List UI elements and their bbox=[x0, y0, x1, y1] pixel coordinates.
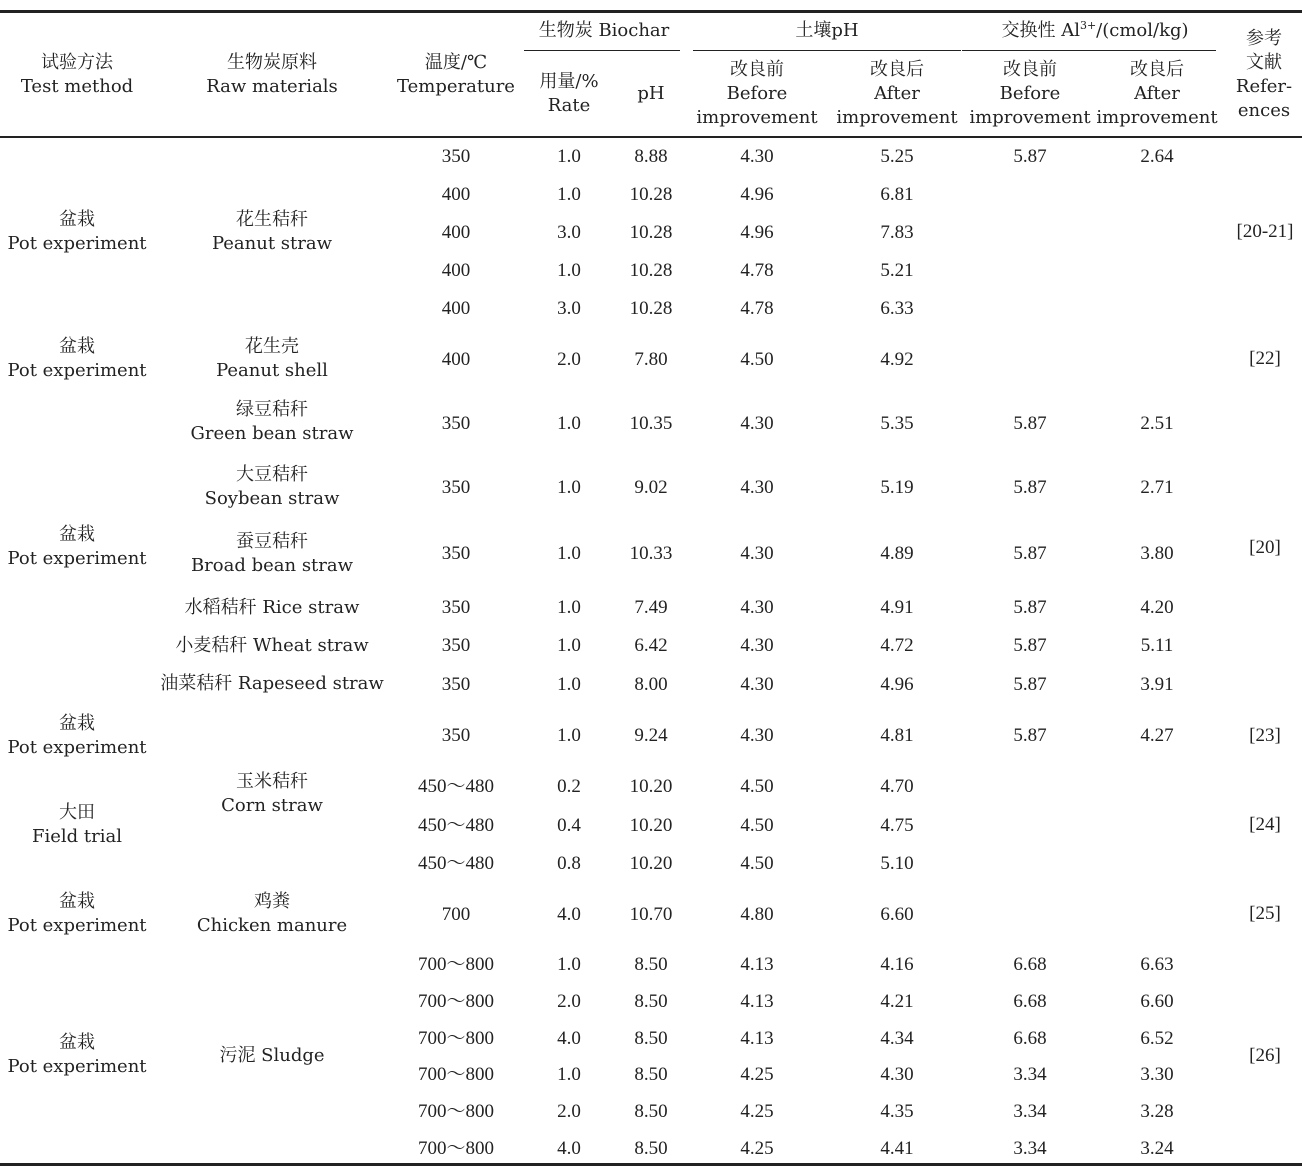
al-before-cell: 5.87 bbox=[1013, 597, 1047, 618]
header-temperature-en: Temperature bbox=[397, 76, 515, 97]
al-after-cell: 6.63 bbox=[1140, 954, 1174, 975]
header-al-prefix: 交换性 Al bbox=[1001, 20, 1080, 41]
soil-ph-before-cell: 4.50 bbox=[740, 349, 774, 370]
header-biochar-group: 生物炭 Biochar bbox=[538, 20, 670, 41]
temperature-cell: 350 bbox=[441, 146, 471, 167]
biochar-ph-cell: 8.50 bbox=[634, 1138, 668, 1159]
header-material bbox=[206, 51, 338, 99]
group-method-zh: 盆栽 bbox=[59, 891, 95, 912]
header-rate-zh: 用量/% bbox=[539, 71, 599, 92]
group-material bbox=[212, 208, 332, 256]
soil-ph-before-cell: 4.13 bbox=[740, 991, 774, 1012]
rate-cell: 3.0 bbox=[557, 298, 581, 319]
group-method-en: Pot experiment bbox=[7, 1056, 147, 1077]
rate-cell: 1.0 bbox=[557, 543, 581, 564]
material-en: Green bean straw bbox=[190, 423, 354, 444]
header-al-after bbox=[1096, 58, 1217, 130]
rate-cell: 0.8 bbox=[557, 853, 581, 874]
al-before-cell: 3.34 bbox=[1013, 1101, 1047, 1122]
group-method bbox=[7, 712, 146, 760]
temperature-cell: 350 bbox=[441, 477, 471, 498]
group-reference: [24] bbox=[1249, 814, 1281, 835]
soil-ph-after-cell: 7.83 bbox=[880, 222, 914, 243]
header-material-en: Raw materials bbox=[206, 76, 338, 97]
material-en: Soybean straw bbox=[204, 488, 340, 509]
soil-ph-after-cell: 4.16 bbox=[880, 954, 914, 975]
soil-ph-after-cell: 4.72 bbox=[880, 635, 914, 656]
soil-ph-group-rule bbox=[693, 50, 961, 51]
group-reference: [20] bbox=[1249, 537, 1281, 558]
soil-ph-after-cell: 4.30 bbox=[880, 1064, 914, 1085]
temperature-cell: 700～800 bbox=[417, 1101, 495, 1122]
group-method-zh: 大田 bbox=[58, 802, 95, 823]
biochar-ph-cell: 8.50 bbox=[634, 954, 668, 975]
group-material-en: Corn straw bbox=[221, 795, 323, 816]
soil-ph-before-cell: 4.30 bbox=[740, 597, 774, 618]
rate-cell: 1.0 bbox=[557, 477, 581, 498]
biochar-ph-cell: 10.28 bbox=[629, 184, 673, 205]
al-before-cell: 5.87 bbox=[1013, 725, 1047, 746]
rate-cell: 0.4 bbox=[557, 815, 581, 836]
header-method-en: Test method bbox=[20, 76, 134, 97]
group-method-en: Pot experiment bbox=[7, 737, 147, 758]
bottom-rule bbox=[0, 1163, 1302, 1166]
group-material-en: Peanut shell bbox=[216, 360, 328, 381]
al-after-cell: 3.30 bbox=[1140, 1064, 1174, 1085]
temperature-cell: 350 bbox=[441, 674, 471, 695]
biochar-ph-cell: 8.50 bbox=[634, 991, 668, 1012]
rate-cell: 4.0 bbox=[557, 904, 581, 925]
soil-ph-after-cell: 6.81 bbox=[880, 184, 914, 205]
header-soil-before-en2: improvement bbox=[696, 107, 818, 128]
group-reference: [22] bbox=[1249, 348, 1281, 369]
temperature-cell: 350 bbox=[441, 413, 471, 434]
biochar-ph-cell: 9.02 bbox=[634, 477, 668, 498]
temperature-cell: 700～800 bbox=[417, 991, 495, 1012]
group-material-zh: 花生秸秆 bbox=[235, 209, 308, 230]
header-soil-after-zh: 改良后 bbox=[869, 59, 924, 80]
group-reference: [23] bbox=[1249, 725, 1281, 746]
al-before-cell: 3.34 bbox=[1013, 1064, 1047, 1085]
group-method bbox=[7, 208, 146, 256]
rate-cell: 1.0 bbox=[557, 146, 581, 167]
header-al-before bbox=[969, 58, 1090, 130]
group-method-en: Pot experiment bbox=[7, 233, 147, 254]
soil-ph-before-cell: 4.80 bbox=[740, 904, 774, 925]
group-method-zh: 盆栽 bbox=[59, 524, 95, 545]
material-label bbox=[191, 530, 353, 578]
temperature-cell: 400 bbox=[441, 184, 471, 205]
soil-ph-after-cell: 4.92 bbox=[880, 349, 914, 370]
header-rule bbox=[0, 136, 1302, 138]
temperature-cell: 400 bbox=[441, 260, 471, 281]
soil-ph-before-cell: 4.96 bbox=[740, 222, 774, 243]
rate-cell: 1.0 bbox=[557, 954, 581, 975]
material-zh: 绿豆秸秆 bbox=[235, 399, 308, 420]
header-temperature bbox=[397, 51, 515, 99]
soil-ph-before-cell: 4.50 bbox=[740, 853, 774, 874]
header-soil-after-en2: improvement bbox=[836, 107, 958, 128]
soil-ph-after-cell: 4.91 bbox=[880, 597, 914, 618]
header-rate bbox=[539, 70, 598, 118]
group-material: 污泥 Sludge bbox=[219, 1045, 325, 1066]
al-after-cell: 4.27 bbox=[1140, 725, 1174, 746]
soil-ph-before-cell: 4.25 bbox=[740, 1138, 774, 1159]
header-ref-en1: Refer- bbox=[1235, 76, 1293, 97]
group-method-en: Pot experiment bbox=[7, 915, 147, 936]
soil-ph-before-cell: 4.50 bbox=[740, 815, 774, 836]
al-after-cell: 2.64 bbox=[1140, 146, 1174, 167]
group-material-zh: 玉米秸秆 bbox=[236, 771, 308, 792]
al-before-cell: 5.87 bbox=[1013, 543, 1047, 564]
group-reference: [26] bbox=[1249, 1045, 1281, 1066]
soil-ph-before-cell: 4.25 bbox=[740, 1101, 774, 1122]
group-method bbox=[7, 890, 146, 938]
soil-ph-before-cell: 4.30 bbox=[740, 635, 774, 656]
rate-cell: 2.0 bbox=[557, 1101, 581, 1122]
al-after-cell: 3.28 bbox=[1140, 1101, 1174, 1122]
biochar-ph-cell: 9.24 bbox=[634, 725, 668, 746]
group-reference: [20-21] bbox=[1236, 221, 1294, 242]
group-method-en: Pot experiment bbox=[7, 360, 147, 381]
group-material-zh: 花生壳 bbox=[244, 336, 299, 357]
soil-ph-after-cell: 4.35 bbox=[880, 1101, 914, 1122]
group-method-en: Field trial bbox=[32, 826, 122, 847]
rate-cell: 4.0 bbox=[557, 1138, 581, 1159]
biochar-ph-cell: 10.33 bbox=[629, 543, 673, 564]
header-soil-before-zh: 改良前 bbox=[729, 59, 784, 80]
al-before-cell: 3.34 bbox=[1013, 1138, 1047, 1159]
material-zh: 蚕豆秸秆 bbox=[236, 531, 308, 552]
material-label: 油菜秸秆 Rapeseed straw bbox=[160, 673, 384, 694]
header-al-after-en: After bbox=[1134, 83, 1180, 104]
soil-ph-after-cell: 4.21 bbox=[880, 991, 914, 1012]
group-material bbox=[221, 770, 323, 818]
rate-cell: 0.2 bbox=[557, 776, 581, 797]
al-after-cell: 2.51 bbox=[1140, 413, 1174, 434]
soil-ph-before-cell: 4.78 bbox=[740, 298, 774, 319]
al-after-cell: 3.80 bbox=[1140, 543, 1174, 564]
header-rate-en: Rate bbox=[547, 95, 591, 116]
header-soil-after bbox=[836, 58, 957, 130]
temperature-cell: 700～800 bbox=[417, 954, 495, 975]
header-temperature-zh: 温度/℃ bbox=[424, 52, 488, 73]
al-after-cell: 3.91 bbox=[1140, 674, 1174, 695]
header-soil-ph-group: 土壤pH bbox=[795, 20, 859, 41]
soil-ph-after-cell: 4.89 bbox=[880, 543, 914, 564]
biochar-ph-cell: 10.28 bbox=[629, 222, 673, 243]
temperature-cell: 700～800 bbox=[417, 1064, 495, 1085]
biochar-ph-cell: 6.42 bbox=[634, 635, 668, 656]
al-after-cell: 3.24 bbox=[1140, 1138, 1174, 1159]
soil-ph-before-cell: 4.30 bbox=[740, 413, 774, 434]
temperature-cell: 400 bbox=[441, 222, 471, 243]
rate-cell: 1.0 bbox=[557, 674, 581, 695]
soil-ph-after-cell: 5.10 bbox=[880, 853, 914, 874]
rate-cell: 1.0 bbox=[557, 1064, 581, 1085]
group-material-en: Peanut straw bbox=[211, 233, 333, 254]
rate-cell: 1.0 bbox=[557, 260, 581, 281]
temperature-cell: 700～800 bbox=[417, 1138, 495, 1159]
biochar-ph-cell: 7.80 bbox=[634, 349, 668, 370]
al-after-cell: 6.60 bbox=[1140, 991, 1174, 1012]
group-material-zh: 鸡粪 bbox=[253, 891, 290, 912]
biochar-ph-cell: 8.50 bbox=[634, 1064, 668, 1085]
al-before-cell: 5.87 bbox=[1013, 477, 1047, 498]
header-soil-before bbox=[696, 58, 817, 130]
temperature-cell: 700～800 bbox=[417, 1028, 495, 1049]
header-al-before-en2: improvement bbox=[969, 107, 1091, 128]
soil-ph-after-cell: 4.70 bbox=[880, 776, 914, 797]
biochar-ph-cell: 8.50 bbox=[634, 1101, 668, 1122]
al-before-cell: 6.68 bbox=[1013, 991, 1047, 1012]
material-en: Broad bean straw bbox=[190, 555, 354, 576]
temperature-cell: 400 bbox=[441, 298, 471, 319]
temperature-cell: 450～480 bbox=[417, 815, 495, 836]
biochar-ph-cell: 10.20 bbox=[629, 853, 673, 874]
group-method-en: Pot experiment bbox=[7, 548, 147, 569]
soil-ph-after-cell: 4.34 bbox=[880, 1028, 914, 1049]
material-label: 水稻秸秆 Rice straw bbox=[184, 597, 360, 618]
biochar-ph-cell: 10.70 bbox=[629, 904, 673, 925]
al-after-cell: 2.71 bbox=[1140, 477, 1174, 498]
biochar-ph-cell: 8.88 bbox=[634, 146, 668, 167]
biochar-ph-cell: 10.28 bbox=[629, 298, 673, 319]
group-method bbox=[7, 335, 146, 383]
biochar-group-rule bbox=[524, 50, 680, 51]
al-before-cell: 6.68 bbox=[1013, 1028, 1047, 1049]
header-al-after-zh: 改良后 bbox=[1129, 59, 1184, 80]
soil-ph-before-cell: 4.50 bbox=[740, 776, 774, 797]
soil-ph-before-cell: 4.25 bbox=[740, 1064, 774, 1085]
rate-cell: 1.0 bbox=[557, 413, 581, 434]
biochar-ph-cell: 7.49 bbox=[634, 597, 668, 618]
soil-ph-after-cell: 4.81 bbox=[880, 725, 914, 746]
al-before-cell: 5.87 bbox=[1013, 413, 1047, 434]
al-after-cell: 5.11 bbox=[1140, 635, 1174, 656]
header-ref-zh2: 文献 bbox=[1246, 52, 1282, 73]
soil-ph-before-cell: 4.13 bbox=[740, 1028, 774, 1049]
header-ref-zh1: 参考 bbox=[1246, 28, 1282, 49]
soil-ph-after-cell: 4.75 bbox=[880, 815, 914, 836]
group-method bbox=[7, 523, 146, 571]
group-method-zh: 盆栽 bbox=[59, 1032, 95, 1053]
biochar-ph-cell: 10.20 bbox=[629, 815, 673, 836]
group-material-en: Chicken manure bbox=[196, 915, 348, 936]
soil-ph-after-cell: 5.35 bbox=[880, 413, 914, 434]
al-before-cell: 6.68 bbox=[1013, 954, 1047, 975]
al-group-rule bbox=[962, 50, 1216, 51]
group-material bbox=[197, 890, 347, 938]
soil-ph-before-cell: 4.13 bbox=[740, 954, 774, 975]
soil-ph-after-cell: 6.33 bbox=[880, 298, 914, 319]
soil-ph-before-cell: 4.30 bbox=[740, 146, 774, 167]
temperature-cell: 450～480 bbox=[417, 853, 495, 874]
al-before-cell: 5.87 bbox=[1013, 674, 1047, 695]
soil-ph-after-cell: 5.21 bbox=[880, 260, 914, 281]
rate-cell: 1.0 bbox=[557, 184, 581, 205]
rate-cell: 2.0 bbox=[557, 991, 581, 1012]
header-al-before-en: Before bbox=[999, 83, 1061, 104]
rate-cell: 2.0 bbox=[557, 349, 581, 370]
al-before-cell: 5.87 bbox=[1013, 146, 1047, 167]
rate-cell: 1.0 bbox=[557, 597, 581, 618]
temperature-cell: 350 bbox=[441, 635, 471, 656]
temperature-cell: 400 bbox=[441, 349, 471, 370]
rate-cell: 1.0 bbox=[557, 635, 581, 656]
header-soil-before-en: Before bbox=[726, 83, 788, 104]
soil-ph-before-cell: 4.30 bbox=[740, 477, 774, 498]
biochar-ph-cell: 10.28 bbox=[629, 260, 673, 281]
biochar-ph-cell: 10.20 bbox=[629, 776, 673, 797]
material-zh: 大豆秸秆 bbox=[236, 464, 308, 485]
group-method-zh: 盆栽 bbox=[59, 209, 95, 230]
al-after-cell: 4.20 bbox=[1140, 597, 1174, 618]
temperature-cell: 350 bbox=[441, 543, 471, 564]
temperature-cell: 700 bbox=[441, 904, 471, 925]
soil-ph-after-cell: 5.19 bbox=[880, 477, 914, 498]
soil-ph-before-cell: 4.30 bbox=[740, 543, 774, 564]
header-method bbox=[21, 51, 133, 99]
header-al-after-en2: improvement bbox=[1096, 107, 1218, 128]
group-method bbox=[32, 801, 122, 849]
header-material-zh: 生物炭原料 bbox=[226, 52, 317, 73]
soil-ph-after-cell: 5.25 bbox=[880, 146, 914, 167]
group-method-zh: 盆栽 bbox=[59, 336, 95, 357]
header-al-sup: 3+ bbox=[1079, 19, 1097, 32]
material-label bbox=[205, 463, 340, 511]
header-al-before-zh: 改良前 bbox=[1002, 59, 1057, 80]
soil-ph-before-cell: 4.30 bbox=[740, 725, 774, 746]
biochar-ph-cell: 8.00 bbox=[634, 674, 668, 695]
temperature-cell: 350 bbox=[441, 597, 471, 618]
al-before-cell: 5.87 bbox=[1013, 635, 1047, 656]
rate-cell: 4.0 bbox=[557, 1028, 581, 1049]
group-reference: [25] bbox=[1249, 903, 1281, 924]
soil-ph-after-cell: 6.60 bbox=[880, 904, 914, 925]
header-references bbox=[1236, 27, 1292, 123]
biochar-ph-cell: 10.35 bbox=[629, 413, 673, 434]
soil-ph-before-cell: 4.30 bbox=[740, 674, 774, 695]
soil-ph-after-cell: 4.41 bbox=[880, 1138, 914, 1159]
temperature-cell: 350 bbox=[441, 725, 471, 746]
rate-cell: 1.0 bbox=[557, 725, 581, 746]
soil-ph-before-cell: 4.96 bbox=[740, 184, 774, 205]
header-al-group bbox=[1001, 19, 1188, 43]
group-method-zh: 盆栽 bbox=[59, 713, 95, 734]
header-ref-en2: ences bbox=[1237, 100, 1291, 121]
rate-cell: 3.0 bbox=[557, 222, 581, 243]
biochar-ph-cell: 8.50 bbox=[634, 1028, 668, 1049]
group-material bbox=[216, 335, 328, 383]
temperature-cell: 450～480 bbox=[417, 776, 495, 797]
header-soil-after-en: After bbox=[874, 83, 920, 104]
al-after-cell: 6.52 bbox=[1140, 1028, 1174, 1049]
material-label bbox=[190, 398, 353, 446]
group-method bbox=[7, 1031, 146, 1079]
header-al-suffix: /(cmol/kg) bbox=[1096, 20, 1189, 41]
soil-ph-after-cell: 4.96 bbox=[880, 674, 914, 695]
top-rule bbox=[0, 10, 1302, 13]
soil-ph-before-cell: 4.78 bbox=[740, 260, 774, 281]
header-biochar-ph: pH bbox=[637, 83, 665, 104]
header-method-zh: 试验方法 bbox=[40, 52, 113, 73]
material-label: 小麦秸秆 Wheat straw bbox=[175, 635, 369, 656]
